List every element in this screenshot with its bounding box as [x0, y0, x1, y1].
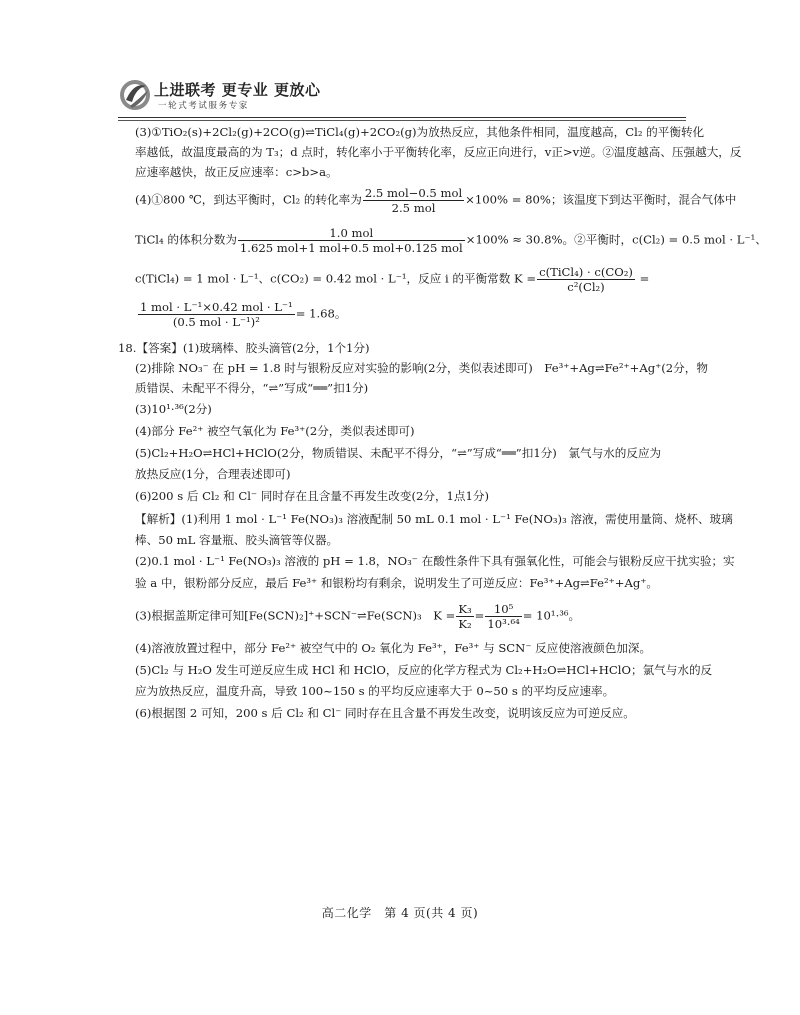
- q18-answer-6: (6)200 s 后 Cl₂ 和 Cl⁻ 同时存在且含量不再发生改变(2分，1点1分): [135, 489, 489, 503]
- volume-numerator: 1.0 mol: [238, 226, 465, 241]
- k-value-denominator: (0.5 mol · L⁻¹)²: [172, 315, 260, 329]
- power-denominator: 10³·⁶⁴: [487, 617, 520, 631]
- q18-answer-2-line-1: (2)排除 NO₃⁻ 在 pH = 1.8 时与银粉反应对实验的影响(2分，类似表述即可) Fe³⁺+Ag⇌Fe²⁺+Ag⁺(2分，物: [135, 361, 708, 375]
- conversion-denominator: 2.5 mol: [391, 201, 436, 215]
- q17-4-l2-post: ×100% ≈ 30.8%。②平衡时，c(Cl₂) = 0.5 mol · L⁻¹、: [465, 232, 767, 247]
- conversion-numerator: 2.5 mol−0.5 mol: [364, 186, 463, 200]
- k-value-fraction: [138, 300, 295, 329]
- q18-explain-5-line-2: 应为放热反应，温度升高，导致 100~150 s 的平均反应速率大于 0~50 s 的平均反应速率。: [135, 684, 615, 698]
- q18-explain-2-line-2: 验 a 中，银粉部分反应，最后 Fe³⁺ 和银粉均有剩余，说明发生了可逆反应：Fe³⁺+Ag⇌Fe²⁺+Ag⁺。: [135, 576, 659, 590]
- q17-4-l1-post: ×100% = 80%；该温度下到达平衡时，混合气体中: [465, 192, 737, 207]
- q17-4-line-2: [135, 226, 767, 255]
- q17-4-line-3: [135, 265, 649, 294]
- q18-answer-3: (3)10¹·³⁶(2分): [135, 402, 212, 416]
- q18-answer-5-line-2: 放热反应(1分，合理表述即可): [135, 467, 291, 481]
- q17-4-l1-pre: (4)①800 ℃，到达平衡时，Cl₂ 的转化率为: [135, 192, 362, 207]
- k-expression-fraction: [537, 265, 635, 294]
- brand-subtitle: 一轮式考试服务专家: [158, 101, 249, 111]
- k-expression-denominator: c²(Cl₂): [567, 280, 605, 294]
- brand-title: 上进联考 更专业 更放心: [154, 81, 321, 99]
- q17-4-line-4: [137, 300, 347, 329]
- k-expression-numerator: c(TiCl₄) · c(CO₂): [539, 265, 633, 279]
- q18-e3-pre: (3)根据盖斯定律可知[Fe(SCN)₂]⁺+SCN⁻⇌Fe(SCN)₃ K =: [135, 608, 456, 623]
- q17-4-l3-post: =: [635, 271, 650, 286]
- k3-numerator: K₃: [458, 602, 472, 616]
- q17-4-line-1: [135, 186, 736, 215]
- q17-4-l2-pre: TiCl₄ 的体积分数为: [135, 232, 237, 247]
- volume-fraction: [238, 226, 465, 255]
- q17-4-l3-pre: c(TiCl₄) = 1 mol · L⁻¹、c(CO₂) = 0.42 mol · L⁻¹，反应 ⅰ 的平衡常数 K =: [135, 271, 537, 286]
- q18-e3-post: = 10¹·³⁶。: [522, 608, 581, 623]
- k3-k2-fraction: [456, 602, 473, 631]
- k-value-numerator: 1 mol · L⁻¹×0.42 mol · L⁻¹: [140, 300, 293, 314]
- conversion-fraction: [363, 186, 464, 215]
- q18-explain-6: (6)根据图 2 可知，200 s 后 Cl₂ 和 Cl⁻ 同时存在且含量不再发生改变，说明该反应为可逆反应。: [135, 706, 635, 720]
- power-fraction: [485, 602, 521, 631]
- q17-3-line-1: (3)①TiO₂(s)+2Cl₂(g)+2CO(g)⇌TiCl₄(g)+2CO₂(g)为放热反应，其他条件相同，温度越高，Cl₂ 的平衡转化: [135, 125, 705, 139]
- q18-explain-2-line-1: (2)0.1 mol · L⁻¹ Fe(NO₃)₃ 溶液的 pH = 1.8，NO₃⁻ 在酸性条件下具有强氧化性，可能会与银粉反应干扰实验；实: [135, 554, 735, 568]
- q18-answer-1: 18.【答案】(1)玻璃棒、胶头滴管(2分，1个1分): [118, 341, 370, 355]
- q18-explain-4: (4)溶液放置过程中，部分 Fe²⁺ 被空气中的 O₂ 氧化为 Fe³⁺，Fe³⁺ 与 SCN⁻ 反应使溶液颜色加深。: [135, 641, 652, 655]
- page-footer: 高二化学 第 4 页(共 4 页): [321, 906, 479, 920]
- q18-answer-4: (4)部分 Fe²⁺ 被空气氧化为 Fe³⁺(2分，类似表述即可): [135, 424, 415, 438]
- q17-3-line-3: 应速率越快，故正反应速率：c>b>a。: [135, 165, 338, 179]
- q18-explain-1-line-2: 棒、50 mL 容量瓶、胶头滴管等仪器。: [135, 533, 339, 547]
- q18-explain-3: [135, 602, 580, 631]
- q17-4-l4-post: = 1.68。: [295, 306, 347, 321]
- q17-3-line-2: 率越低，故温度最高的为 T₃；d 点时，转化率小于平衡转化率，反应正向进行，v正>v逆。②温度越高、压强越大，反: [135, 145, 742, 159]
- q18-answer-5-line-1: (5)Cl₂+H₂O⇌HCl+HClO(2分，物质错误、未配平不得分，“⇌”写成“══”扣1分) 氯气与水的反应为: [135, 446, 662, 460]
- q18-e3-mid: =: [474, 608, 485, 623]
- q18-explain-1-line-1: 【解析】(1)利用 1 mol · L⁻¹ Fe(NO₃)₃ 溶液配制 50 mL 0.1 mol · L⁻¹ Fe(NO₃)₃ 溶液，需使用量筒、烧杯、玻璃: [135, 512, 733, 526]
- q18-explain-5-line-1: (5)Cl₂ 与 H₂O 发生可逆反应生成 HCl 和 HClO，反应的化学方程式为 Cl₂+H₂O⇌HCl+HClO；氯气与水的反: [135, 663, 713, 677]
- q18-answer-2-line-2: 质错误、未配平不得分，“⇌”写成“══”扣1分): [135, 381, 369, 395]
- power-numerator: 10⁵: [485, 602, 521, 617]
- volume-denominator: 1.625 mol+1 mol+0.5 mol+0.125 mol: [239, 241, 463, 255]
- k2-denominator: K₂: [458, 617, 472, 631]
